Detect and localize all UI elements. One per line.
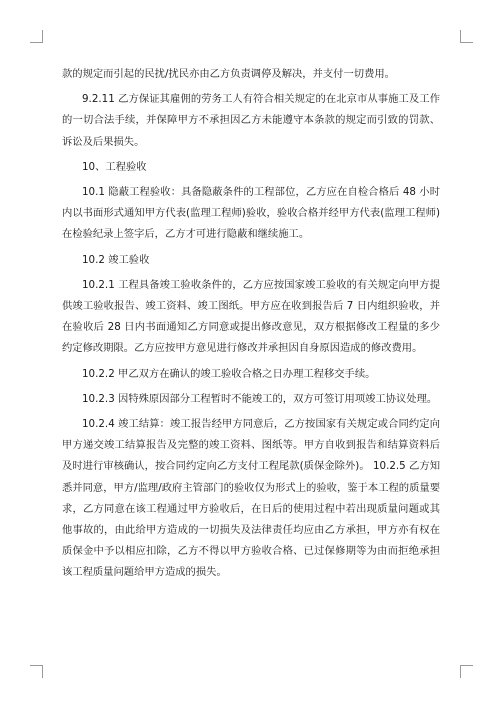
page-corner-mark-bottom-left bbox=[30, 665, 43, 678]
page-corner-mark-bottom-right bbox=[460, 665, 473, 678]
paragraph-10-2-3: 10.2.3 因特殊原因部分工程暂时不能竣工的，双方可签订用项竣工协议处理。 bbox=[82, 392, 438, 405]
section-heading-acceptance: 10、工程验收 bbox=[82, 160, 147, 173]
page-corner-mark-top-left bbox=[30, 30, 43, 43]
paragraph-10-1: 10.1 隐蔽工程验收：具备隐蔽条件的工程部位，乙方应在自检合格后 48 小时内以书面形式通知甲方代表(监理工程师)验收，验收合格并经甲方代表(监理工程师)在检验纪录上签字后，乙方才可进行隐蔽和继续施工。 bbox=[62, 186, 440, 241]
document-body bbox=[62, 64, 440, 584]
paragraph-10-2-1: 10.2.1 工程具备竣工验收条件的，乙方应按国家竣工验收的有关规定向甲方提供竣工验收报告、竣工资料、竣工图纸。甲方应在收到报告后 7 日内组织验收，并在验收后 28 日内书面通知乙方同意或提出修改意见，双方根据修改工程量的多少约定修改期限。乙方应按甲方意见进行修改并承担因自身原因造成的修改费用。 bbox=[62, 278, 440, 355]
page-corner-mark-top-right bbox=[460, 30, 473, 43]
paragraph-9-2-11: 9.2.11 乙方保证其雇佣的劳务工人有符合相关规定的在北京市从事施工及工作的一切合法手续，并保障甲方不承担因乙方未能遵守本条款的规定而引致的罚款、诉讼及后果损失。 bbox=[62, 93, 440, 148]
subheading-10-2: 10.2 竣工验收 bbox=[82, 253, 150, 266]
paragraph-continuation: 款的规定而引起的民扰/扰民亦由乙方负责调停及解决，并支付一切费用。 bbox=[62, 68, 395, 80]
paragraph-10-2-2: 10.2.2 甲乙双方在确认的竣工验收合格之日办理工程移交手续。 bbox=[82, 367, 376, 380]
paragraph-10-2-4: 10.2.4 竣工结算：竣工报告经甲方同意后，乙方按国家有关规定或合同约定向甲方递交竣工结算报告及完整的竣工资料、图纸等。甲方自收到报告和结算资料后及时进行审核确认，按合同约定向乙方支付工程尾款(质保金除外)。 10.2.5 乙方知悉并同意，甲方/监理/政府主管部门的验收仅为形式上的验收，鉴于本工程的质量要求，乙方同意在该工程通过甲方验收后，在日后的使用过程中若出现质量问题或其他事故的，由此给甲方造成的一切损失及法律责任均应由乙方承担，甲方亦有权在质保金中予以相应扣除，乙方不得以甲方验收合格、已过保修期等为由而拒绝承担该工程质量问题给甲方造成的损失。 bbox=[62, 418, 440, 579]
